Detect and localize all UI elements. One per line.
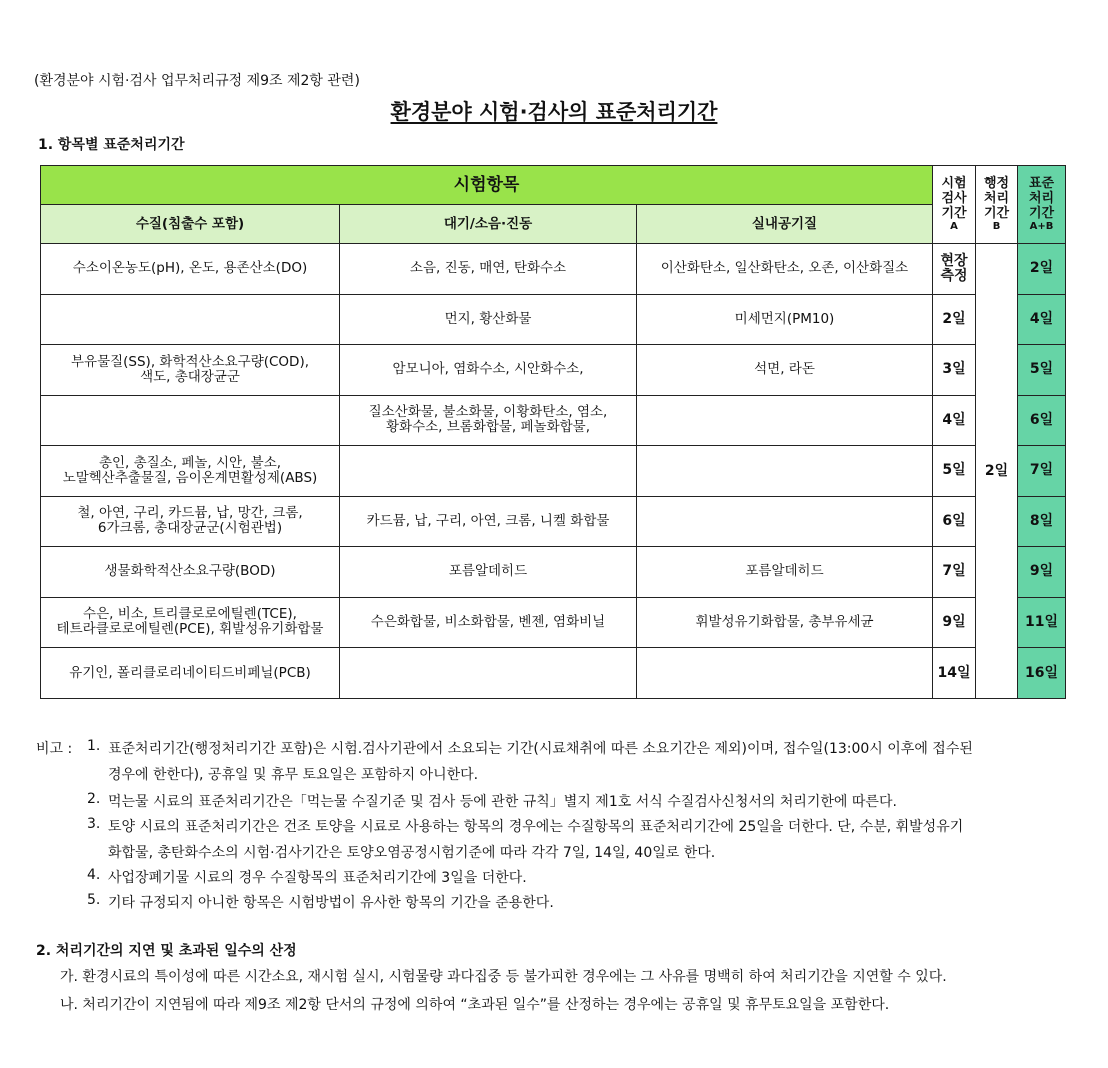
cell-air xyxy=(340,446,637,497)
remark-number: 1. xyxy=(87,738,101,754)
processing-period-table xyxy=(40,165,1066,699)
table-row xyxy=(41,395,1066,446)
cell-water xyxy=(41,395,340,446)
cell-standard-period: 8일 xyxy=(1018,496,1066,547)
cell-admin-period: 2일 xyxy=(976,244,1018,699)
cell-line: 노말헥산추출물질, 음이온계면활성제(ABS) xyxy=(62,469,318,486)
cell-line: 휘발성유기화합물, 총부유세균 xyxy=(695,613,874,630)
cell-line: 6가크롬, 총대장균군(시험관법) xyxy=(97,520,283,537)
remark-text: 경우에 한한다), 공휴일 및 휴무 토요일은 포함하지 아니한다. xyxy=(108,767,479,783)
cell-line: 수소이온농도(pH), 온도, 용존산소(DO) xyxy=(72,260,308,277)
header-admin-line: 처리 xyxy=(983,191,1010,206)
cell-standard-period: 4일 xyxy=(1018,294,1066,345)
cell-line: 질소산화물, 불소화물, 이황화탄소, 염소, xyxy=(368,404,608,421)
remark-text: 기타 규정되지 아니한 항목은 시험방법이 유사한 항목의 기간을 준용한다. xyxy=(108,895,554,911)
cell-air xyxy=(340,345,637,396)
header-air: 대기/소음·진동 xyxy=(340,205,637,244)
header-admin-line: 기간 xyxy=(983,206,1010,221)
cell-air xyxy=(340,648,637,699)
cell-water xyxy=(41,244,340,295)
header-test-line: 검사 xyxy=(941,191,967,206)
section2-item: 나. 처리기간이 지연됨에 따라 제9조 제2항 단서의 규정에 의하여 “초과된 일수”를 산정하는 경우에는 공휴일 및 휴무토요일을 포함한다. xyxy=(60,997,890,1013)
cell-air xyxy=(340,496,637,547)
table-row xyxy=(41,547,1066,598)
table-row xyxy=(41,294,1066,345)
cell-line: 9일 xyxy=(942,613,966,630)
cell-indoor xyxy=(637,446,933,497)
cell-line: 이산화탄소, 일산화탄소, 오존, 이산화질소 xyxy=(660,260,909,277)
cell-line: 포름알데히드 xyxy=(448,563,528,580)
cell-water xyxy=(41,597,340,648)
cell-air xyxy=(340,597,637,648)
header-admin-code: B xyxy=(992,221,1001,232)
cell-line: 암모니아, 염화수소, 시안화수소, xyxy=(392,361,584,378)
remark-text: 화합물, 총탄화수소의 시험·검사기간은 토양오염공정시험기준에 따라 각각 7일, 14일, 40일로 한다. xyxy=(108,845,716,861)
cell-line: 테트라클로로에틸렌(PCE), 휘발성유기화합물 xyxy=(56,621,324,638)
cell-air xyxy=(340,244,637,295)
header-water: 수질(침출수 포함) xyxy=(41,205,340,244)
cell-line: 수은화합물, 비소화합물, 벤젠, 염화비닐 xyxy=(370,613,606,630)
cell-line: 5일 xyxy=(942,462,966,479)
cell-line: 부유물질(SS), 화학적산소요구량(COD), xyxy=(70,353,310,370)
cell-line: 4일 xyxy=(942,411,966,428)
cell-line: 황화수소, 브롬화합물, 페놀화합물, xyxy=(385,419,591,436)
cell-line: 2일 xyxy=(942,310,966,327)
regulation-reference: (환경분야 시험·검사 업무처리규정 제9조 제2항 관련) xyxy=(34,73,360,89)
table-row xyxy=(41,597,1066,648)
cell-standard-period: 11일 xyxy=(1018,597,1066,648)
remark-number: 5. xyxy=(87,892,101,908)
remark-text: 토양 시료의 표준처리기간은 건조 토양을 시료로 사용하는 항목의 경우에는 수질항목의 표준처리기간에 25일을 더한다. 단, 수분, 휘발성유기 xyxy=(108,819,964,835)
header-std-line: 처리 xyxy=(1028,191,1055,206)
cell-test-period xyxy=(933,395,976,446)
remark-text: 먹는물 시료의 표준처리기간은「먹는물 수질기준 및 검사 등에 관한 규칙」별지 제1호 서식 수질검사신청서의 처리기한에 따른다. xyxy=(108,794,897,810)
table-row xyxy=(41,648,1066,699)
section2-title: 2. 처리기간의 지연 및 초과된 일수의 산정 xyxy=(36,943,297,959)
cell-indoor xyxy=(637,648,933,699)
cell-test-period xyxy=(933,496,976,547)
cell-indoor xyxy=(637,294,933,345)
cell-line: 총인, 총질소, 페놀, 시안, 불소, xyxy=(98,454,282,471)
table-row xyxy=(41,345,1066,396)
cell-standard-period: 6일 xyxy=(1018,395,1066,446)
cell-test-period xyxy=(933,597,976,648)
cell-line: 철, 아연, 구리, 카드뮴, 납, 망간, 크롬, xyxy=(77,505,303,522)
cell-water xyxy=(41,648,340,699)
cell-line: 석면, 라돈 xyxy=(754,361,815,378)
cell-standard-period: 9일 xyxy=(1018,547,1066,598)
cell-water xyxy=(41,547,340,598)
table-row xyxy=(41,496,1066,547)
cell-test-period xyxy=(933,648,976,699)
header-std-line: 기간 xyxy=(1028,206,1055,221)
cell-line: 먼지, 황산화물 xyxy=(444,310,532,327)
header-standard-period xyxy=(1018,166,1066,244)
cell-air xyxy=(340,294,637,345)
page-title-text: 환경분야 시험·검사의 표준처리기간 xyxy=(390,100,718,124)
cell-line: 미세먼지(PM10) xyxy=(734,310,835,327)
cell-test-period xyxy=(933,294,976,345)
section1-title: 1. 항목별 표준처리기간 xyxy=(38,137,185,153)
cell-indoor xyxy=(637,496,933,547)
header-test-line: 기간 xyxy=(941,206,967,221)
cell-water xyxy=(41,345,340,396)
cell-line: 14일 xyxy=(937,664,971,681)
cell-line: 수은, 비소, 트리클로로에틸렌(TCE), xyxy=(83,606,297,623)
section2-item: 가. 환경시료의 특이성에 따른 시간소요, 재시험 실시, 시험물량 과다집중 등 불가피한 경우에는 그 사유를 명백히 하여 처리기간을 지연할 수 있다. xyxy=(60,969,947,985)
table-body xyxy=(41,244,1066,699)
cell-line: 카드뮴, 납, 구리, 아연, 크롬, 니켈 화합물 xyxy=(366,512,610,529)
cell-test-period xyxy=(933,244,976,295)
remark-text: 사업장폐기물 시료의 경우 수질항목의 표준처리기간에 3일을 더한다. xyxy=(108,870,527,886)
page-title xyxy=(0,96,1108,126)
cell-indoor xyxy=(637,597,933,648)
cell-line: 생물화학적산소요구량(BOD) xyxy=(104,563,276,580)
header-test-period xyxy=(933,166,976,244)
header-admin-line: 행정 xyxy=(983,176,1010,191)
remarks-label: 비고 : xyxy=(36,741,73,757)
cell-standard-period: 16일 xyxy=(1018,648,1066,699)
cell-line: 6일 xyxy=(942,512,966,529)
header-std-line: 표준 xyxy=(1028,176,1055,191)
cell-test-period xyxy=(933,446,976,497)
cell-standard-period: 5일 xyxy=(1018,345,1066,396)
cell-indoor xyxy=(637,345,933,396)
cell-line: 측정 xyxy=(940,267,968,284)
cell-water xyxy=(41,294,340,345)
cell-standard-period: 7일 xyxy=(1018,446,1066,497)
cell-test-period xyxy=(933,547,976,598)
cell-indoor xyxy=(637,395,933,446)
header-test-line: 시험 xyxy=(941,176,967,191)
cell-line: 소음, 진동, 매연, 탄화수소 xyxy=(409,260,567,277)
table-row xyxy=(41,244,1066,295)
cell-air xyxy=(340,547,637,598)
header-test-items: 시험항목 xyxy=(41,166,933,205)
remark-number: 4. xyxy=(87,867,101,883)
cell-line: 포름알데히드 xyxy=(745,563,824,580)
cell-line: 3일 xyxy=(942,361,966,378)
table-row xyxy=(41,446,1066,497)
cell-line: 7일 xyxy=(942,563,966,580)
header-test-code: A xyxy=(950,221,958,232)
header-std-code: A+B xyxy=(1029,221,1054,232)
cell-water xyxy=(41,446,340,497)
cell-air xyxy=(340,395,637,446)
cell-test-period xyxy=(933,345,976,396)
header-admin-period xyxy=(976,166,1018,244)
header-indoor: 실내공기질 xyxy=(637,205,933,244)
cell-line: 현장 xyxy=(940,252,968,269)
cell-line: 유기인, 폴리클로리네이티드비페닐(PCB) xyxy=(69,664,311,681)
cell-indoor xyxy=(637,547,933,598)
remark-number: 3. xyxy=(87,816,101,832)
cell-water xyxy=(41,496,340,547)
remark-number: 2. xyxy=(87,791,101,807)
remark-text: 표준처리기간(행정처리기간 포함)은 시험.검사기관에서 소요되는 기간(시료채취에 따른 소요기간은 제외)이며, 접수일(13:00시 이후에 접수된 xyxy=(108,741,973,757)
cell-line: 색도, 총대장균군 xyxy=(140,368,240,385)
cell-standard-period: 2일 xyxy=(1018,244,1066,295)
cell-indoor xyxy=(637,244,933,295)
